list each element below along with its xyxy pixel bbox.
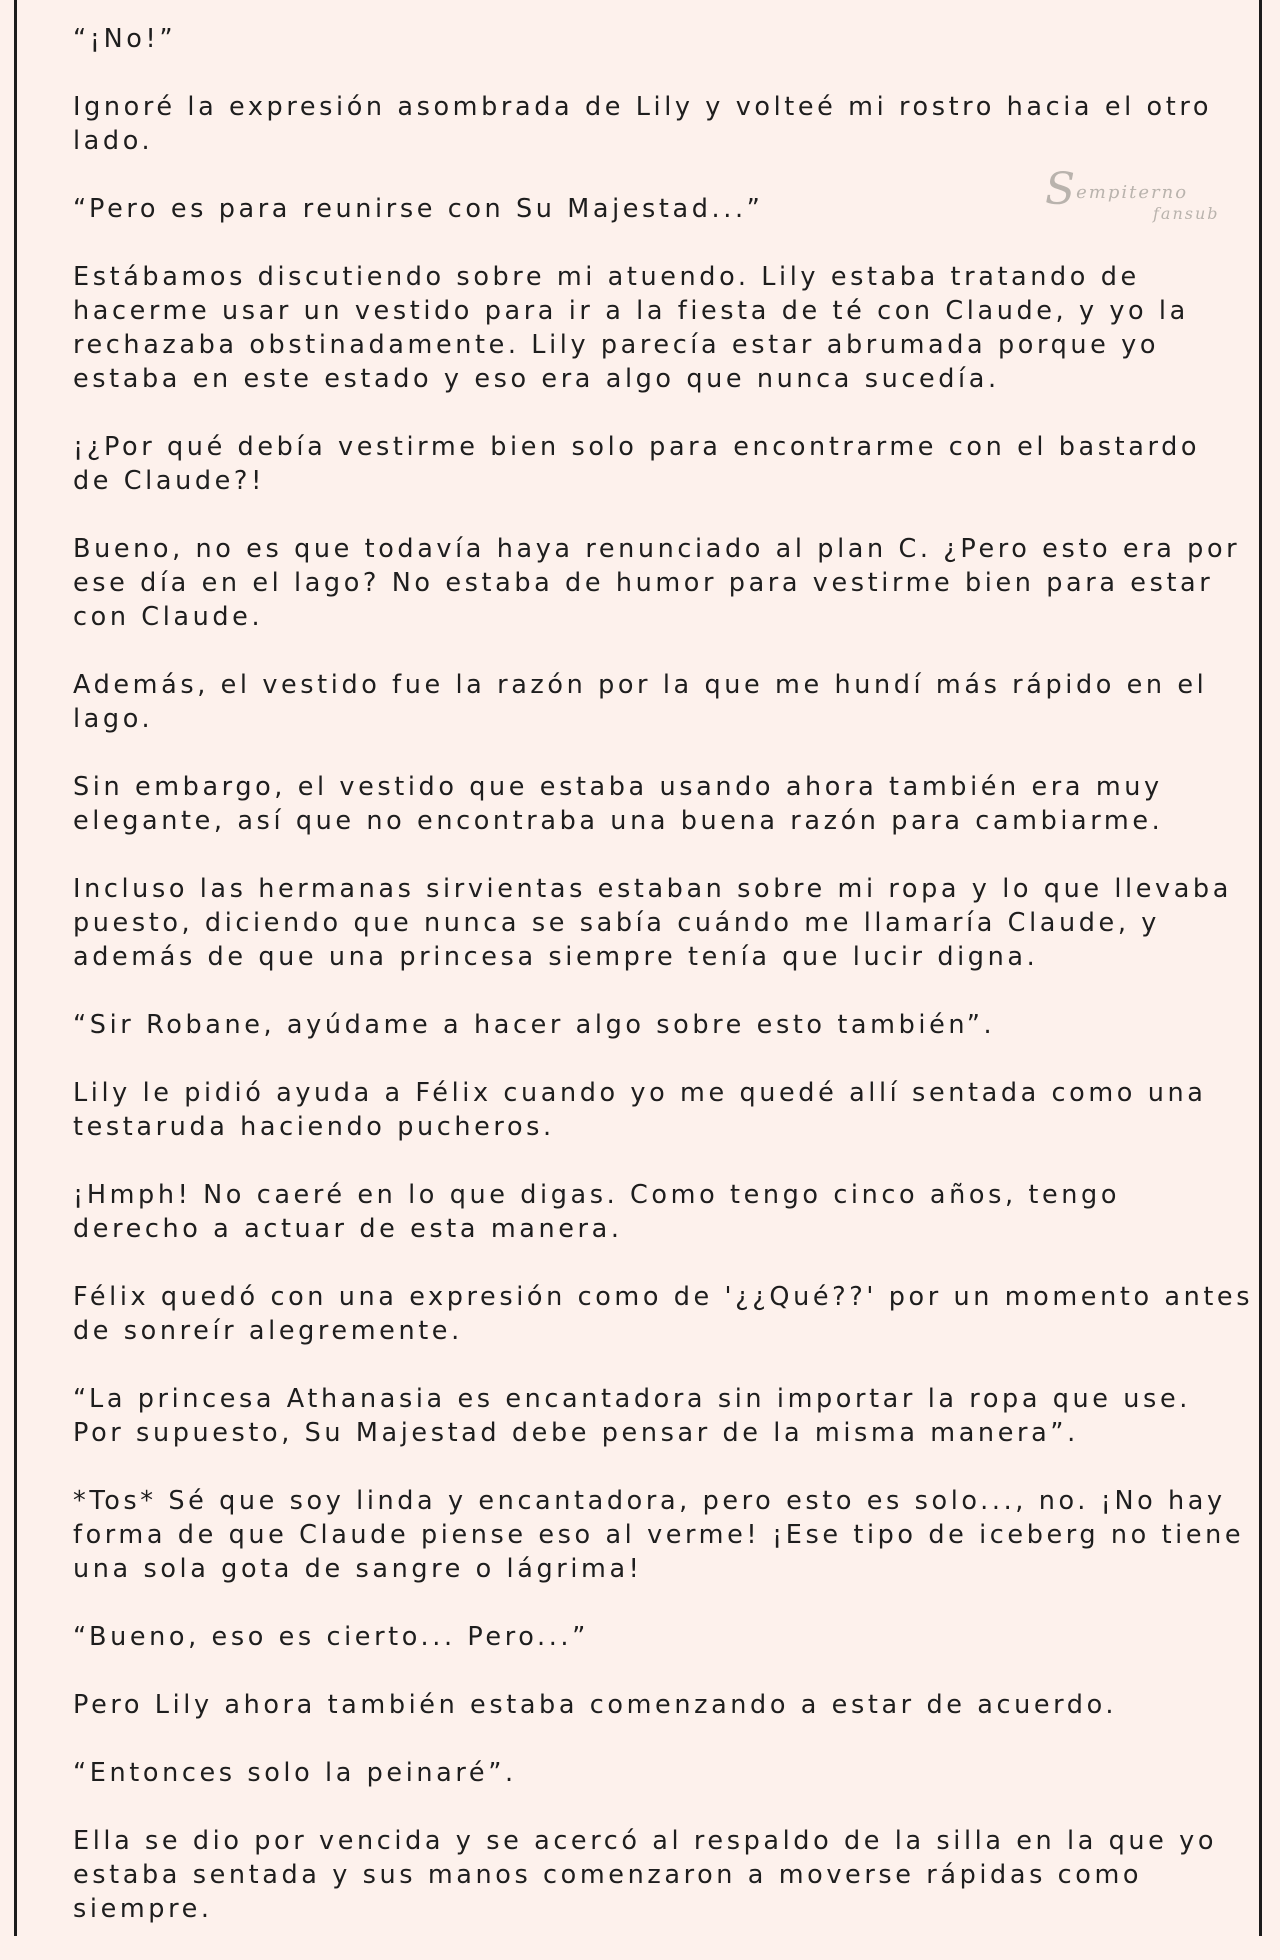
paragraph: Sin embargo, el vestido que estaba usando ahora también era muy elegante, así que no encontraba una buena razón para cambiarme. [73, 772, 1164, 836]
watermark-initial: S [1045, 164, 1077, 215]
paragraph: “Entonces solo la peinaré”. [73, 1758, 517, 1788]
page-frame [14, 0, 1262, 1936]
paragraph: “Pero es para reunirse con Su Majestad...” [73, 194, 764, 224]
paragraph: “Sir Robane, ayúdame a hacer algo sobre esto también”. [73, 1010, 996, 1040]
paragraph: “Bueno, eso es cierto... Pero...” [73, 1622, 589, 1652]
paragraph: Ella se dio por vencida y se acercó al respaldo de la silla en la que yo estaba sentada y sus manos comenzaron a moverse rápidas como siempre. [73, 1826, 1218, 1924]
paragraph: Ignoré la expresión asombrada de Lily y volteé mi rostro hacia el otro lado. [73, 92, 1213, 156]
paragraph: Estábamos discutiendo sobre mi atuendo. Lily estaba tratando de hacerme usar un vestido para ir a la fiesta de té con Claude, y yo la rechazaba obstinadamente. Lily parecía estar abrumada porque yo estaba en este estado y eso era algo que nunca sucedía. [73, 262, 1189, 394]
paragraph: Pero Lily ahora también estaba comenzando a estar de acuerdo. [73, 1690, 1118, 1720]
paragraph: Félix quedó con una expresión como de '¿¿Qué??' por un momento antes de sonreír alegremente. [73, 1282, 1254, 1346]
paragraph: “¡No!” [73, 24, 177, 54]
paragraph: “La princesa Athanasia es encantadora sin importar la ropa que use. Por supuesto, Su Majestad debe pensar de la misma manera”. [73, 1384, 1191, 1448]
watermark-line1: empiterno [1076, 182, 1189, 203]
story-text [73, 22, 1273, 1960]
paragraph: *Tos* Sé que soy linda y encantadora, pero esto es solo..., no. ¡No hay forma de que Claude piense eso al verme! ¡Ese tipo de iceberg no tiene una sola gota de sangre o lágrima! [73, 1486, 1245, 1584]
paragraph: Bueno, no es que todavía haya renunciado al plan C. ¿Pero esto era por ese día en el lago? No estaba de humor para vestirme bien para estar con Claude. [73, 534, 1241, 632]
paragraph: ¡¿Por qué debía vestirme bien solo para encontrarme con el bastardo de Claude?! [73, 432, 1201, 496]
watermark-line2: fansub [1153, 204, 1220, 223]
paragraph: Lily le pidió ayuda a Félix cuando yo me quedé allí sentada como una testaruda haciendo pucheros. [73, 1078, 1207, 1142]
paragraph: ¡Hmph! No caeré en lo que digas. Como tengo cinco años, tengo derecho a actuar de esta manera. [73, 1180, 1121, 1244]
paragraph: Además, el vestido fue la razón por la que me hundí más rápido en el lago. [73, 670, 1208, 734]
paragraph: Incluso las hermanas sirvientas estaban sobre mi ropa y lo que llevaba puesto, diciendo que nunca se sabía cuándo me llamaría Claude, y además de que una princesa siempre tenía que lucir digna. [73, 874, 1232, 972]
